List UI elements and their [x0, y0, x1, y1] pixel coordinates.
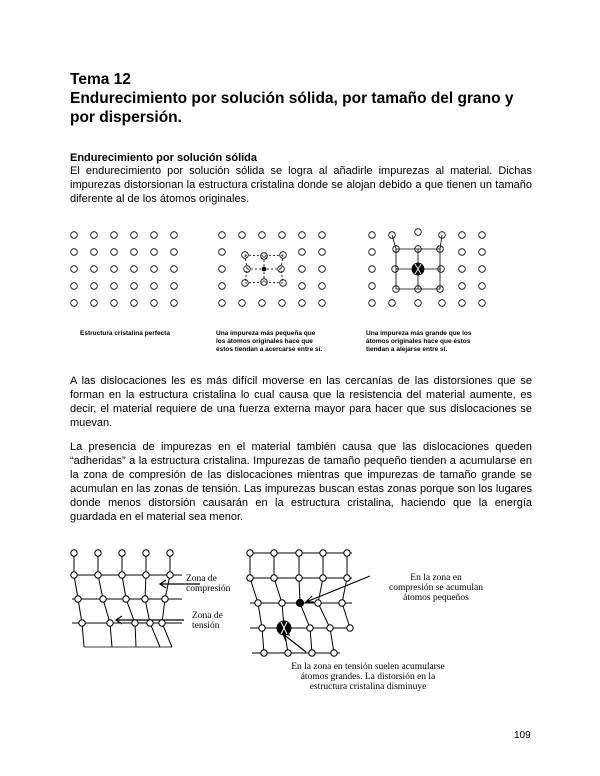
note-tension-line-2: átomos grandes. La distorsión en la — [300, 672, 436, 682]
caption-small-line-3: éstos tiendan a acercarse entre sí. — [216, 346, 323, 353]
paragraph-3: La presencia de impurezas en el material también causa que las dislocaciones queden “adheridas” a la estructura cristalina. Impurezas de tamaño pequeño tienden a acumularse en la zona de compresión de las dislocaciones mientras que impurezas de tamaño grande se acumulan en las zonas de tensión. Las impurezas buscan estas zonas porque son los lugares donde menos distorsión causarán en la estructura cristalina, haciendo que la energía guardada en el material sea menor. — [70, 441, 532, 523]
small-atom-compression — [296, 599, 303, 606]
paragraph-1: El endurecimiento por solución sólida se logra al añadirle impurezas al material. Dichas impurezas distorsionan la estructura cristalina donde se alojan debido a que tienen un tamaño diferente al de los átomos originales. — [70, 165, 532, 205]
title-line-1: Tema 12 — [70, 71, 131, 88]
label-zona-compresion — [186, 574, 230, 594]
title-line-2: Endurecimiento por solución sólida, por tamaño del grano y — [70, 90, 514, 107]
label-tension-line-1: Zona de — [192, 611, 223, 621]
note-compresion-line-2: compresión se acumulan — [389, 583, 483, 593]
label-zona-tension — [192, 611, 223, 631]
caption-small-line-1: Una impureza más pequeña que — [216, 330, 316, 337]
note-compresion — [376, 573, 496, 603]
paragraph-2: A las dislocaciones les es más difícil moverse en las cercanías de las distorsiones que se forman en la estructura cristalina lo cual causa que la resistencia del material aumente, es decir, el material requiere de una fuerza externa mayor para hacer que sus dislocaciones se muevan. — [70, 375, 532, 429]
note-tension-line-3: estructura cristalina disminuye — [309, 682, 427, 692]
title-line-3: por dispersión. — [70, 109, 182, 126]
dislocation-lattice-left — [72, 553, 200, 647]
note-compresion-line-3: átomos pequeños — [403, 593, 469, 603]
large-atom-tension — [277, 621, 291, 635]
caption-large-line-3: tiendan a alejarse entre sí. — [366, 346, 448, 353]
note-compresion-line-1: En la zona en — [410, 573, 462, 583]
note-tension — [268, 662, 468, 692]
label-tension-line-2: tensión — [192, 621, 220, 631]
section-heading: Endurecimiento por solución sólida — [70, 152, 258, 164]
caption-perfect: Estructura cristalina perfecta — [80, 330, 170, 337]
label-compresion-line-2: compresión — [186, 584, 231, 594]
caption-small-line-2: los átomos originales hace que — [216, 338, 313, 345]
page-number: 109 — [514, 730, 531, 741]
dislocation-lattice-right — [250, 553, 370, 653]
caption-large-line-2: átomos originales hace que éstos — [366, 338, 471, 345]
caption-large-line-1: Una impureza más grande que los — [366, 330, 472, 337]
label-compresion-line-1: Zona de — [186, 574, 217, 584]
note-tension-line-1: En la zona en tensión suelen acumularse — [291, 662, 445, 672]
